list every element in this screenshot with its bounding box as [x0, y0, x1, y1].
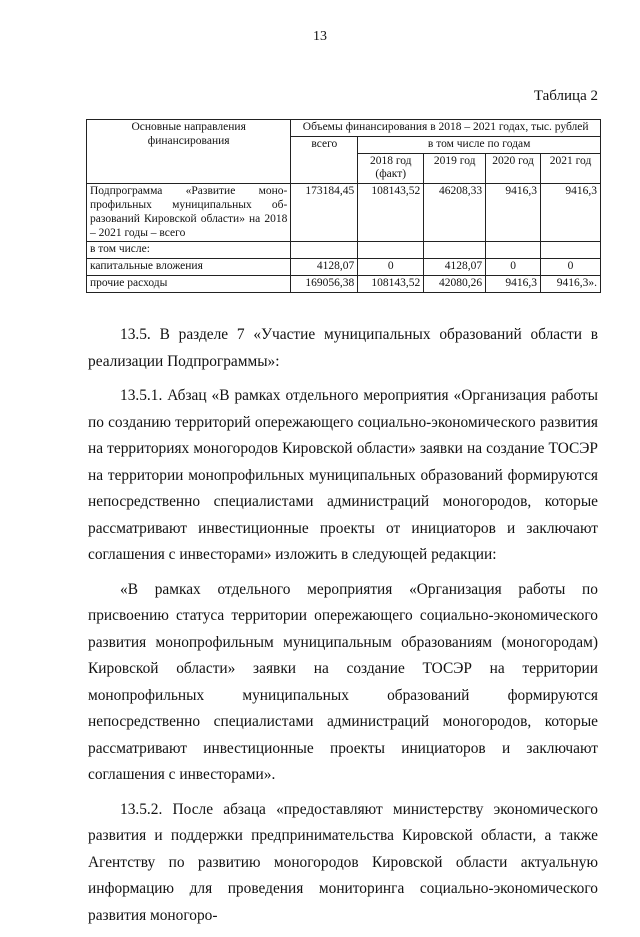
cell-2019: 42080,26 — [424, 275, 486, 292]
cell-2021 — [541, 242, 601, 259]
cell-total: 173184,45 — [291, 184, 358, 242]
cell-2019 — [424, 242, 486, 259]
paragraph: 13.5.1. Абзац «В рамках отдельного мероприятия «Организация работы по созданию территорий опережающего социально-экономического развития на территориях моногородов Кировской области» заявки на создание ТОСЭР на территории монопрофильных муниципальных образований формируются непосредственно специалистами администраций моногородов, которые рассматривают инвестиционные проекты от инициаторов и заключают соглашения с инвесторами» изложить в следующей редакции: — [88, 387, 598, 563]
row-label: в том числе: — [87, 242, 291, 259]
header-year-2020: 2020 год — [486, 153, 541, 184]
header-year-2019: 2019 год — [424, 153, 486, 184]
cell-2018: 108143,52 — [358, 275, 424, 292]
header-year-2018: 2018 год (факт) — [358, 153, 424, 184]
header-volumes: Объемы финансирования в 2018 – 2021 годах, тыс. рублей — [291, 120, 601, 137]
cell-total: 169056,38 — [291, 275, 358, 292]
table-row — [87, 275, 601, 292]
paragraph: 13.5.2. После абзаца «предоставляют министерству экономического развития и поддержки предпринимательства Кировской области, а также Агентству по развитию моногородов Кировской области актуальную информацию для проведения мониторинга социально-экономического развития моногоро- — [88, 800, 598, 924]
row-label: прочие расходы — [87, 275, 291, 292]
table-row — [87, 184, 601, 242]
cell-2018: 0 — [358, 259, 424, 276]
cell-total — [291, 242, 358, 259]
financing-table — [86, 119, 601, 293]
cell-2018: 108143,52 — [358, 184, 424, 242]
header-total: всего — [291, 136, 358, 183]
table-row — [87, 242, 601, 259]
cell-2021: 9416,3». — [541, 275, 601, 292]
header-by-years: в том числе по годам — [358, 136, 601, 153]
header-year-2021: 2021 год — [541, 153, 601, 184]
table-row — [87, 259, 601, 276]
row-label: капитальные вложения — [87, 259, 291, 276]
cell-2018 — [358, 242, 424, 259]
row-label: Подпрограмма «Развитие моно-профильных муниципальных об-разований Кировской области» на 2018 – 2021 годы – всего — [87, 184, 291, 242]
page-number: 13 — [313, 29, 327, 44]
header-directions: Основные направления финансирования — [87, 120, 291, 184]
cell-2021: 9416,3 — [541, 184, 601, 242]
table-caption: Таблица 2 — [533, 88, 598, 104]
cell-total: 4128,07 — [291, 259, 358, 276]
table-header-row — [87, 120, 601, 137]
document-body — [88, 322, 598, 937]
cell-2020 — [486, 242, 541, 259]
cell-2021: 0 — [541, 259, 601, 276]
cell-2020: 0 — [486, 259, 541, 276]
paragraph: «В рамках отдельного мероприятия «Организация работы по присвоению статуса территории опережающего социально-экономического развития монопрофильным муниципальным образованиям (моногородам) Кировской области» заявки на создание ТОСЭР на территории монопрофильных муниципальных образований формируются непосредственно специалистами администраций моногородов, которые рассматривают инвестиционные проекты инициаторов и заключают соглашения с инвесторами». — [88, 580, 598, 783]
paragraph: 13.5. В разделе 7 «Участие муниципальных образований области в реализации Подпрограммы»: — [88, 326, 598, 370]
cell-2020: 9416,3 — [486, 275, 541, 292]
cell-2019: 46208,33 — [424, 184, 486, 242]
cell-2020: 9416,3 — [486, 184, 541, 242]
cell-2019: 4128,07 — [424, 259, 486, 276]
